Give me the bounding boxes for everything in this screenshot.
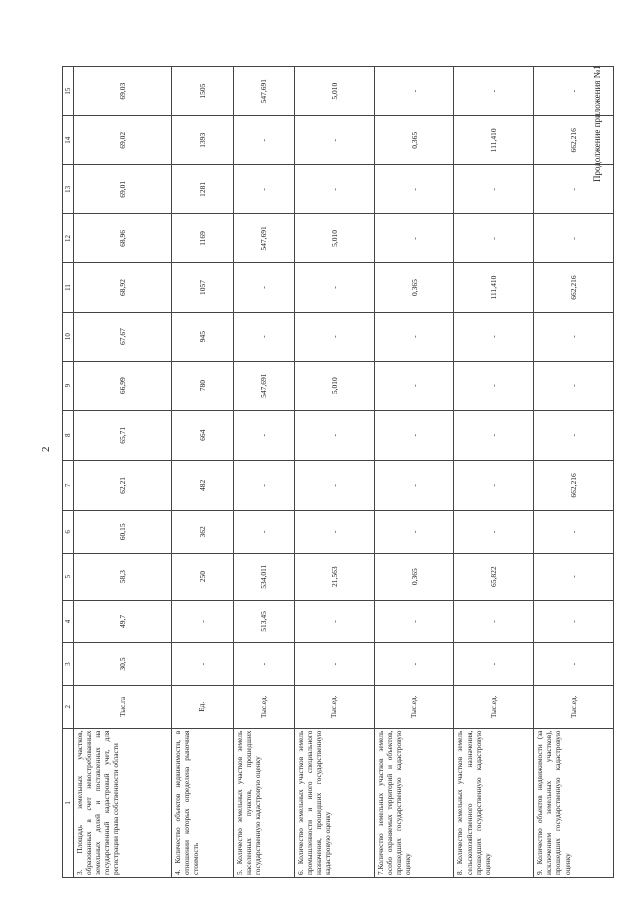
row-unit: Тыс.ед. <box>233 685 294 728</box>
column-header: 7 <box>63 460 74 510</box>
table-cell: - <box>454 214 534 263</box>
table-cell: 250 <box>172 553 233 600</box>
table-cell: 662,216 <box>534 116 614 165</box>
column-header: 6 <box>63 510 74 553</box>
table-cell: - <box>294 116 374 165</box>
table-cell: 1281 <box>172 165 233 214</box>
table-cell: - <box>374 214 454 263</box>
table-cell: 62,21 <box>74 460 172 510</box>
table-row <box>233 67 294 878</box>
column-header: 8 <box>63 410 74 460</box>
table-cell: 547,691 <box>233 214 294 263</box>
table-cell: 0,365 <box>374 116 454 165</box>
table-row <box>172 67 233 878</box>
row-description: 8. Количество земельных участков земель сельскохозяйственного назначения, прошедших государственную кадастровую оценку <box>454 728 534 877</box>
column-header: 9 <box>63 361 74 410</box>
table-cell: - <box>534 214 614 263</box>
table-cell: 60,15 <box>74 510 172 553</box>
header-row <box>63 67 74 878</box>
table-cell: - <box>294 312 374 361</box>
table-row <box>454 67 534 878</box>
row-description: 7.Количество земельных участков земель особо охраняемых территорий и объектов, прошедших государственную кадастровую оценку <box>374 728 454 877</box>
page-number: 2 <box>40 446 52 452</box>
table-cell: 68,96 <box>74 214 172 263</box>
row-unit: Тыс.ед. <box>374 685 454 728</box>
table-cell: - <box>233 116 294 165</box>
table-cell: 662,216 <box>534 263 614 312</box>
table-cell: - <box>454 410 534 460</box>
table-cell: 0,365 <box>374 553 454 600</box>
table-cell: 5,010 <box>294 67 374 116</box>
table-cell: 69,01 <box>74 165 172 214</box>
table-cell: 513,45 <box>233 600 294 643</box>
row-description: 3. Площадь земельных участков, образованных в счет невостребованных земельных долей и поставленных на государственный кадастровый учет, для регистрации права собственности области <box>74 728 172 877</box>
table-cell: - <box>454 643 534 686</box>
column-header: 3 <box>63 643 74 686</box>
table-cell: 69,03 <box>74 67 172 116</box>
table-cell: - <box>454 510 534 553</box>
table-cell: - <box>454 600 534 643</box>
table-cell: 534,011 <box>233 553 294 600</box>
table-cell: - <box>534 361 614 410</box>
table-cell: - <box>534 510 614 553</box>
table-cell: - <box>294 410 374 460</box>
column-header: 2 <box>63 685 74 728</box>
table-cell: - <box>534 643 614 686</box>
row-unit: Тыс.ед. <box>454 685 534 728</box>
table-cell: - <box>374 67 454 116</box>
table-cell: - <box>294 643 374 686</box>
table-cell: 21,563 <box>294 553 374 600</box>
table-cell: - <box>233 410 294 460</box>
table-cell: 30,5 <box>74 643 172 686</box>
table-cell: 945 <box>172 312 233 361</box>
table-cell: - <box>233 460 294 510</box>
table-cell: - <box>374 460 454 510</box>
column-header: 12 <box>63 214 74 263</box>
table-cell: 65,71 <box>74 410 172 460</box>
table-cell: 111,410 <box>454 116 534 165</box>
table-cell: - <box>294 510 374 553</box>
column-header: 14 <box>63 116 74 165</box>
table-cell: - <box>534 553 614 600</box>
row-description: 6. Количество земельных участков земель промышленности и иного специального назначения, прошедших государственную кадастровую оценку <box>294 728 374 877</box>
table-cell: 67,67 <box>74 312 172 361</box>
column-header: 5 <box>63 553 74 600</box>
table-cell: 65,822 <box>454 553 534 600</box>
table-cell: 662,216 <box>534 460 614 510</box>
table-cell: 66,99 <box>74 361 172 410</box>
row-unit: Тыс.ед. <box>294 685 374 728</box>
table-cell: - <box>454 312 534 361</box>
row-unit: Тыс.ед. <box>534 685 614 728</box>
table-cell: - <box>534 67 614 116</box>
row-unit: Тыс.га <box>74 685 172 728</box>
table-cell: 362 <box>172 510 233 553</box>
table-cell: - <box>534 600 614 643</box>
table-cell: 547,691 <box>233 67 294 116</box>
table-row <box>534 67 614 878</box>
table-cell: 0,365 <box>374 263 454 312</box>
table-cell: 1169 <box>172 214 233 263</box>
table-cell: - <box>534 410 614 460</box>
column-header: 1 <box>63 728 74 877</box>
column-header: 11 <box>63 263 74 312</box>
table-cell: - <box>374 165 454 214</box>
table-cell: 49,7 <box>74 600 172 643</box>
rotated-table-container <box>62 66 614 878</box>
table-cell: - <box>534 312 614 361</box>
table-cell: - <box>233 510 294 553</box>
table-cell: 1393 <box>172 116 233 165</box>
table-cell: 5,010 <box>294 214 374 263</box>
table-cell: 5,010 <box>294 361 374 410</box>
table-cell: - <box>233 312 294 361</box>
table-cell: - <box>233 263 294 312</box>
table-cell: - <box>374 600 454 643</box>
table-cell: 664 <box>172 410 233 460</box>
table-cell: - <box>294 460 374 510</box>
table-cell: - <box>454 67 534 116</box>
table-cell: - <box>294 165 374 214</box>
table-cell: - <box>294 263 374 312</box>
row-description: 5. Количество земельных участков земель населенных пунктов, прошедших государственную кадастровую оценку <box>233 728 294 877</box>
table-cell: 547,691 <box>233 361 294 410</box>
table-cell: - <box>172 600 233 643</box>
column-header: 13 <box>63 165 74 214</box>
row-description: 9. Количество объектов недвижимости (за исключением земельных участков), прошедших государственную кадастровую оценку <box>534 728 614 877</box>
table-cell: - <box>374 643 454 686</box>
table-cell: 111,410 <box>454 263 534 312</box>
table-cell: - <box>454 165 534 214</box>
table-cell: - <box>233 165 294 214</box>
table-cell: 1057 <box>172 263 233 312</box>
table-cell: - <box>374 361 454 410</box>
table-cell: 482 <box>172 460 233 510</box>
table-row <box>294 67 374 878</box>
table-cell: - <box>233 643 294 686</box>
table-cell: 69,02 <box>74 116 172 165</box>
table-cell: - <box>454 361 534 410</box>
table-cell: - <box>374 510 454 553</box>
table-cell: - <box>374 410 454 460</box>
table-cell: - <box>374 312 454 361</box>
table-row <box>74 67 172 878</box>
column-header: 15 <box>63 67 74 116</box>
table-cell: 1505 <box>172 67 233 116</box>
table-row <box>374 67 454 878</box>
table-cell: - <box>172 643 233 686</box>
table-cell: - <box>454 460 534 510</box>
column-header: 10 <box>63 312 74 361</box>
column-header: 4 <box>63 600 74 643</box>
table-cell: 68,92 <box>74 263 172 312</box>
table-cell: 780 <box>172 361 233 410</box>
row-unit: Ед. <box>172 685 233 728</box>
row-description: 4. Количество объектов недвижимости, в отношении которых определена рыночная стоимость <box>172 728 233 877</box>
table-cell: 58,3 <box>74 553 172 600</box>
data-table <box>62 66 614 878</box>
table-cell: - <box>534 165 614 214</box>
table-cell: - <box>294 600 374 643</box>
appendix-note: Продолжение приложения №1 <box>592 65 602 182</box>
